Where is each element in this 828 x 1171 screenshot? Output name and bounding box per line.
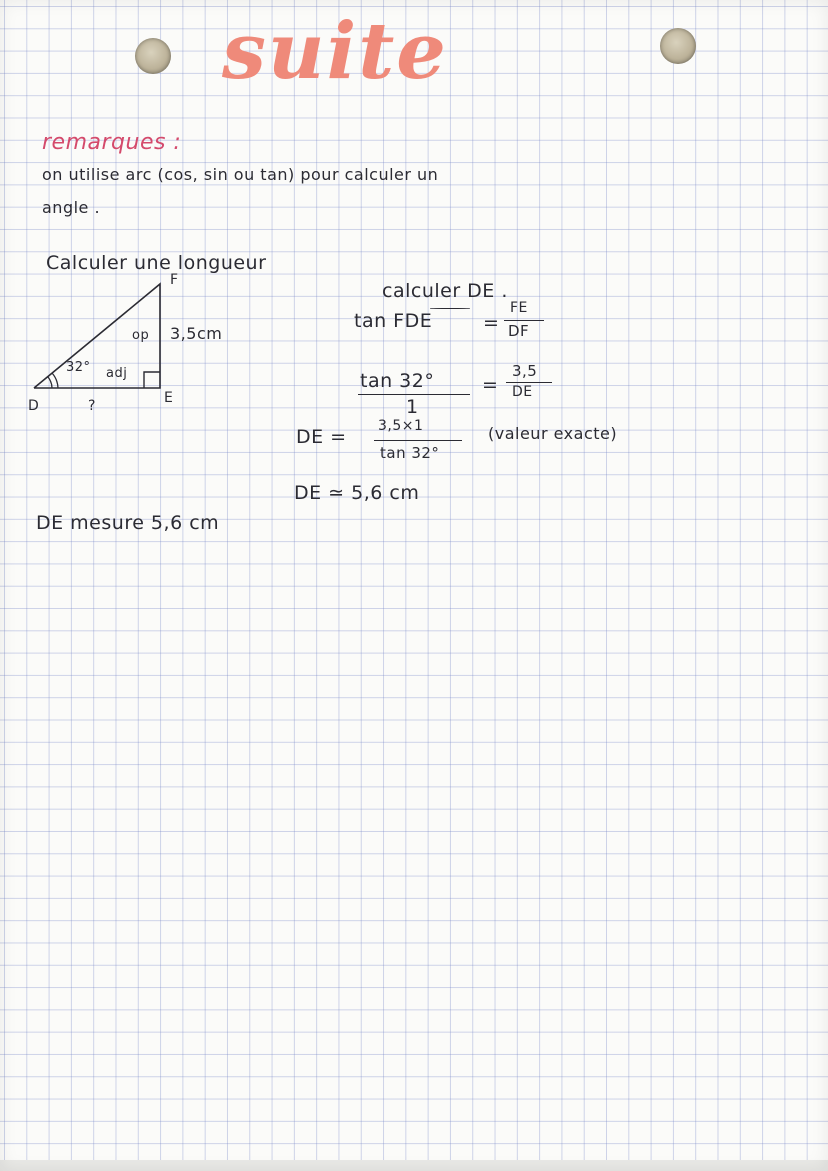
page-bottom-edge <box>0 1160 828 1171</box>
calc-step3-note: (valeur exacte) <box>488 424 618 443</box>
unknown-side-label: ? <box>88 398 96 414</box>
remarks-line-2: angle . <box>42 198 101 217</box>
vertex-label-f: F <box>170 272 179 288</box>
page-title: suite <box>222 6 448 97</box>
calc-step3-fraction-bar <box>374 440 462 441</box>
calc-step2-denominator-right: DE <box>512 384 533 400</box>
fde-angle-hat <box>430 308 470 309</box>
opposite-length-label: 3,5cm <box>170 324 223 343</box>
vertex-label-d: D <box>28 398 40 414</box>
calc-step2-numerator-right: 3,5 <box>512 362 538 380</box>
conclusion: DE mesure 5,6 cm <box>36 512 220 534</box>
right-angle-mark <box>144 372 160 388</box>
vertex-label-e: E <box>164 390 174 406</box>
angle-arc-outer <box>52 373 58 388</box>
calc-step2-numerator-left: tan 32° <box>360 370 435 392</box>
calc-step3-denominator: tan 32° <box>380 444 440 462</box>
binder-hole-right <box>660 28 696 64</box>
adjacent-label: adj <box>106 366 128 381</box>
calc-step3-lhs: DE = <box>296 426 347 448</box>
calc-step1-lhs: tan FDE <box>354 310 433 332</box>
calc-step1-numerator: FE <box>510 300 528 316</box>
calc-step2-equals: = <box>482 374 499 396</box>
calc-step1-equals: = <box>483 312 500 334</box>
remarks-heading: remarques : <box>42 130 182 155</box>
calc-step1-fraction-bar <box>504 320 544 321</box>
remarks-line-1: on utilise arc (cos, sin ou tan) pour calculer un <box>42 165 439 184</box>
calc-step1-denominator: DF <box>508 322 530 340</box>
angle-label: 32° <box>66 360 91 375</box>
section-heading: Calculer une longueur <box>46 252 267 274</box>
calc-step2-fraction-bar-left <box>358 394 470 395</box>
binder-hole-left <box>135 38 171 74</box>
opposite-label: op <box>132 328 150 343</box>
calc-step2-fraction-bar-right <box>506 382 552 383</box>
calc-step3-numerator: 3,5×1 <box>378 418 424 434</box>
calc-step4-result: DE ≃ 5,6 cm <box>294 482 420 504</box>
calc-step2-denominator-left: 1 <box>406 396 419 418</box>
angle-arc-inner <box>48 377 52 388</box>
calc-goal: calculer DE . <box>382 280 508 302</box>
